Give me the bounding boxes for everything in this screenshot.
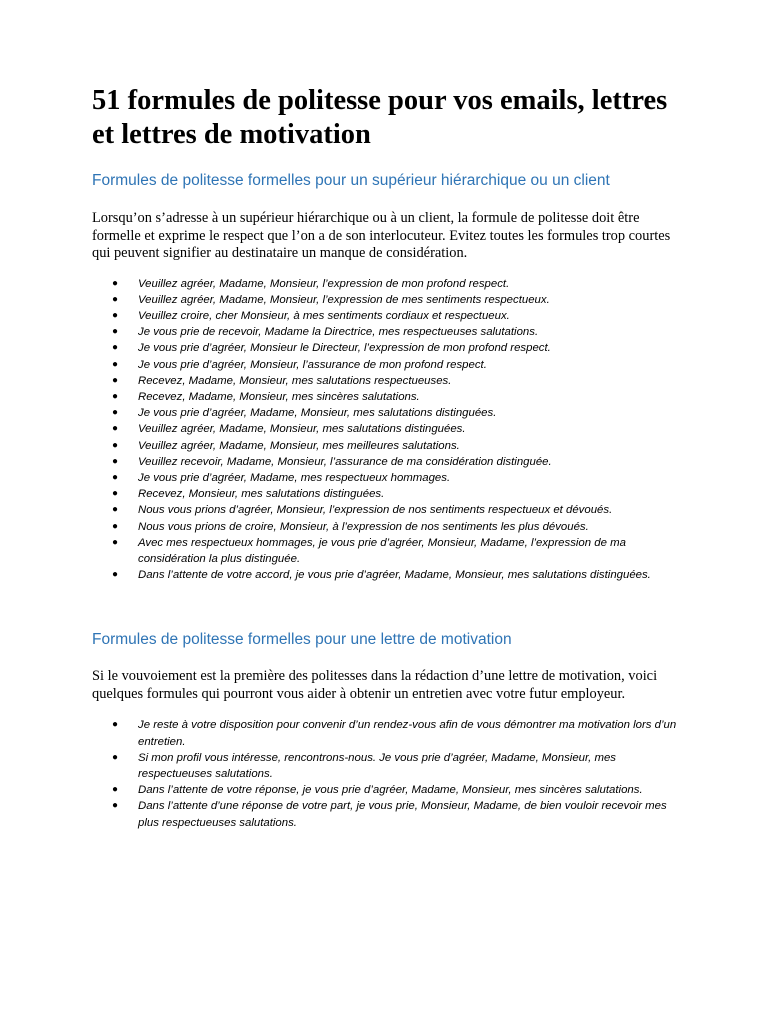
bullet-icon: ●	[112, 784, 119, 796]
list-item-text: Recevez, Monsieur, mes salutations distinguées.	[138, 488, 385, 501]
bullet-icon: ●	[112, 407, 119, 419]
list-item	[92, 717, 680, 749]
list-item-text: Je vous prie de recevoir, Madame la Directrice, mes respectueuses salutations.	[138, 326, 539, 339]
bullet-icon: ●	[112, 751, 119, 763]
formula-list-superior	[92, 276, 680, 584]
list-item-text: Je vous prie d’agréer, Madame, mes respectueux hommages.	[138, 471, 451, 484]
section-intro-superior: Lorsqu’on s’adresse à un supérieur hiérarchique ou à un client, la formule de politesse doit être formelle et exprime le respect que l’on a de son interlocuteur. Evitez toutes les formules trop courtes qui peuvent signifier au destinataire un manque de considération.	[92, 210, 671, 261]
list-item	[92, 308, 680, 324]
bullet-icon: ●	[112, 423, 119, 435]
list-item	[92, 438, 680, 454]
list-item-text: Veuillez agréer, Madame, Monsieur, mes salutations distinguées.	[138, 423, 466, 436]
list-item-text: Veuillez agréer, Madame, Monsieur, mes meilleures salutations.	[138, 439, 460, 452]
bullet-icon: ●	[112, 800, 119, 812]
list-item-text: Je vous prie d’agréer, Madame, Monsieur, mes salutations distinguées.	[138, 407, 497, 420]
list-item-text: Je reste à votre disposition pour convenir d’un rendez-vous afin de vous démontrer ma motivation lors d’un entretien.	[138, 719, 677, 748]
list-item-text: Recevez, Madame, Monsieur, mes salutations respectueuses.	[138, 374, 452, 387]
bullet-icon: ●	[112, 504, 119, 516]
list-item-text: Veuillez agréer, Madame, Monsieur, l’expression de mes sentiments respectueux.	[138, 293, 550, 306]
bullet-icon: ●	[112, 309, 119, 321]
bullet-icon: ●	[112, 326, 119, 338]
list-item-text: Veuillez recevoir, Madame, Monsieur, l’assurance de ma considération distinguée.	[138, 455, 552, 468]
list-item	[92, 340, 680, 356]
list-item	[92, 324, 680, 340]
list-item-text: Dans l’attente de votre réponse, je vous prie d’agréer, Madame, Monsieur, mes sincères salutations.	[138, 784, 643, 797]
bullet-icon: ●	[112, 439, 119, 451]
formula-list-motivation	[92, 717, 680, 830]
list-item	[92, 486, 680, 502]
section-heading-superior: Formules de politesse formelles pour un supérieur hiérarchique ou un client	[92, 172, 610, 189]
list-item	[92, 373, 680, 389]
list-item	[92, 798, 680, 830]
list-item-text: Nous vous prions de croire, Monsieur, à l’expression de nos sentiments les plus dévoués.	[138, 520, 589, 533]
list-item	[92, 567, 680, 583]
bullet-icon: ●	[112, 358, 119, 370]
list-item	[92, 470, 680, 486]
bullet-icon: ●	[112, 719, 119, 731]
list-item	[92, 519, 680, 535]
bullet-icon: ●	[112, 293, 119, 305]
bullet-icon: ●	[112, 569, 119, 581]
list-item	[92, 750, 680, 782]
bullet-icon: ●	[112, 374, 119, 386]
document-page	[92, 84, 680, 831]
bullet-icon: ●	[112, 277, 119, 289]
bullet-icon: ●	[112, 488, 119, 500]
bullet-icon: ●	[112, 390, 119, 402]
bullet-icon: ●	[112, 342, 119, 354]
list-item	[92, 535, 680, 567]
list-item	[92, 389, 680, 405]
list-item	[92, 454, 680, 470]
list-item-text: Je vous prie d’agréer, Monsieur, l’assurance de mon profond respect.	[138, 358, 487, 371]
section-intro-motivation: Si le vouvoiement est la première des politesses dans la rédaction d’une lettre de motivation, voici quelques formules qui pourront vous aider à obtenir un entretien avec votre futur employeur.	[92, 668, 658, 702]
list-item-text: Dans l’attente de votre accord, je vous prie d’agréer, Madame, Monsieur, mes salutations distinguées.	[138, 569, 651, 582]
list-item-text: Avec mes respectueux hommages, je vous prie d’agréer, Monsieur, Madame, l’expression de ma considération la plus distinguée.	[138, 536, 626, 565]
list-item-text: Veuillez croire, cher Monsieur, à mes sentiments cordiaux et respectueux.	[138, 309, 510, 322]
bullet-icon: ●	[112, 455, 119, 467]
list-item	[92, 405, 680, 421]
list-item-text: Recevez, Madame, Monsieur, mes sincères salutations.	[138, 390, 420, 403]
list-item-text: Dans l’attente d’une réponse de votre part, je vous prie, Monsieur, Madame, de bien vouloir recevoir mes plus respectueuses salutations.	[138, 800, 667, 829]
list-item	[92, 292, 680, 308]
list-item	[92, 421, 680, 437]
list-item-text: Si mon profil vous intéresse, rencontrons-nous. Je vous prie d’agréer, Madame, Monsieur, mes respectueuses salutations.	[138, 751, 616, 780]
list-item	[92, 357, 680, 373]
list-item	[92, 782, 680, 798]
list-item-text: Veuillez agréer, Madame, Monsieur, l’expression de mon profond respect.	[138, 277, 510, 290]
list-item-text: Je vous prie d’agréer, Monsieur le Directeur, l’expression de mon profond respect.	[138, 342, 551, 355]
bullet-icon: ●	[112, 536, 119, 548]
bullet-icon: ●	[112, 520, 119, 532]
list-item-text: Nous vous prions d’agréer, Monsieur, l’expression de nos sentiments respectueux et dévoués.	[138, 504, 613, 517]
list-item	[92, 502, 680, 518]
document-title: 51 formules de politesse pour vos emails, lettres et lettres de motivation	[92, 85, 668, 150]
section-heading-motivation: Formules de politesse formelles pour une lettre de motivation	[92, 631, 512, 649]
bullet-icon: ●	[112, 471, 119, 483]
list-item	[92, 276, 680, 292]
